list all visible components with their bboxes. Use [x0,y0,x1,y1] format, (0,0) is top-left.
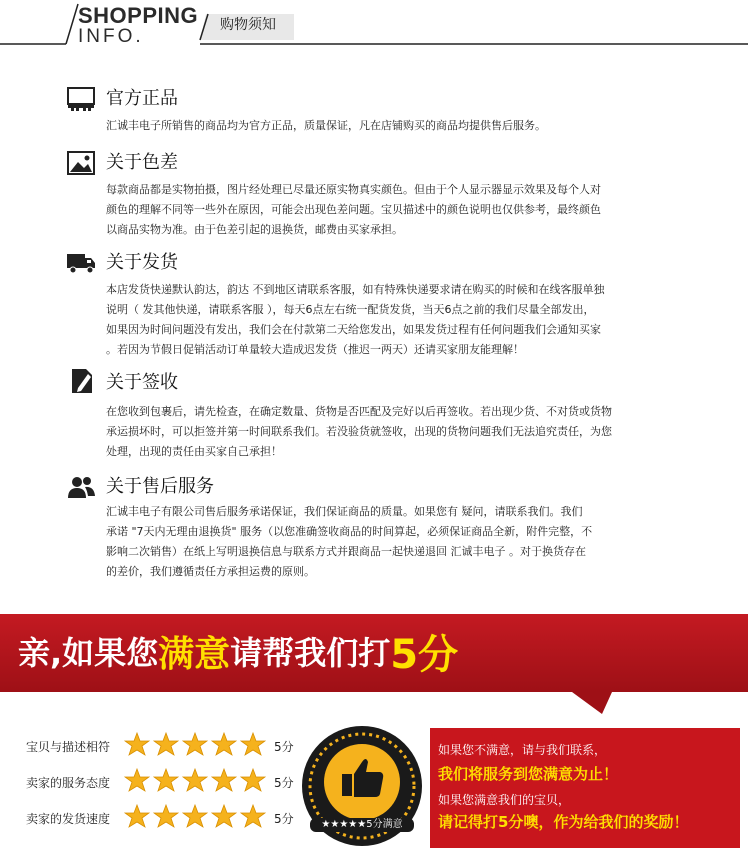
section-line: 颜色的理解不同等一些外在原因，可能会出现色差问题。宝贝描述中的颜色说明也仅供参考，最终颜色 [106,203,601,216]
section-title: 官方正品 [106,88,178,109]
section-line: 以商品实物为准。由于色差引起的退换货，邮费由买家承担。 [106,223,403,236]
header-title-cn: 购物须知 [220,17,276,33]
star-icon [153,804,179,828]
section-text [106,402,666,462]
section-line: 影响二次销售）在纸上写明退换信息与联系方式并跟商品一起快递退回 汇诚丰电子 。对于换货存在 [106,545,586,558]
image-icon [66,150,96,176]
section-text [106,116,666,136]
section-line: 的差价，我们遵循责任方承担运费的原则。 [106,565,315,578]
star-icon [182,732,208,756]
section-line: 在您收到包裹后，请先检查，在确定数量、货物是否匹配及完好以后再签收。若出现少货、不对货或货物 [106,405,612,418]
header-title-en-line2: INFO. [78,26,144,47]
section-title: 关于发货 [106,252,178,273]
rating-score: 5分 [274,740,294,754]
section-text [106,502,666,582]
rating-stars [124,768,266,792]
banner-part3: 请帮我们打 [230,634,391,672]
header-title-en-line1: SHOPPING [78,3,199,28]
star-icon [124,804,150,828]
banner-part2: 满意 [158,633,231,675]
section-line: 汇诚丰电子所销售的商品均为官方正品，质量保证，凡在店铺购买的商品均提供售后服务。 [106,119,546,132]
section-line: 承诺 "7天内无理由退换货" 服务（以您准确签收商品的时间算起，必须保证商品全新，附件完整，不 [106,525,593,538]
monitor-icon [66,86,96,112]
section-line: 如果因为时间问题没有发出，我们会在付款第二天给您发出，如果发货过程有任何问题我们会通知买家 [106,323,601,336]
section-text [106,180,666,240]
truck-icon [66,250,96,276]
section-line: 本店发货快递默认韵达，韵达 不到地区请联系客服，如有特殊快递要求请在购买的时候和在线客服单独 [106,283,605,296]
page-header [0,0,748,50]
section-line: 每款商品都是实物拍摄，图片经处理已尽量还原实物真实颜色。但由于个人显示器显示效果及每个人对 [106,183,601,196]
star-icon [240,732,266,756]
star-icon [240,768,266,792]
rating-stars [124,804,266,828]
users-icon [66,474,96,500]
star-icon [153,732,179,756]
section-title: 关于色差 [106,152,178,173]
star-icon [124,768,150,792]
note-line3: 如果您满意我们的宝贝， [438,793,571,807]
note-line1: 如果您不满意，请与我们联系， [438,743,607,757]
note-line4: 请记得打5分噢，作为给我们的奖励！ [438,813,689,831]
star-icon [182,768,208,792]
section-line: 汇诚丰电子有限公司售后服务承诺保证，我们保证商品的质量。如果您有 疑问，请联系我们。我们 [106,505,583,518]
sign-icon [66,368,96,394]
rating-stars [124,732,266,756]
banner-part1: 亲,如果您 [18,634,159,672]
section-text [106,280,666,360]
star-icon [211,804,237,828]
star-icon [240,804,266,828]
section-line: 。若因为节假日促销活动订单量较大造成迟发货（推迟一两天）还请买家朋友能理解！ [106,343,524,356]
rating-label: 卖家的服务态度 [26,776,111,790]
section-line: 说明（ 发其他快递，请联系客服 ），每天6点左右统一配货发货，当天6点之前的我们尽量全部发出， [106,303,595,316]
star-icon [211,732,237,756]
section-title: 关于售后服务 [106,476,214,497]
star-icon [182,804,208,828]
star-icon [153,768,179,792]
star-icon [211,768,237,792]
rating-label: 宝贝与描述相符 [26,740,111,754]
rating-label: 卖家的发货速度 [26,812,111,826]
section-line: 处理，出现的责任由买家自己承担！ [106,445,282,458]
star-icon [124,732,150,756]
badge-label: ★★★★★5分满意 [310,818,414,832]
note-line2: 我们将服务到您满意为止！ [438,765,619,783]
banner-part4: 5分 [390,631,459,678]
rating-score: 5分 [274,812,294,826]
section-line: 承运损坏时，可以拒签并第一时间联系我们。若没验货就签收，出现的货物问题我们无法追究责任，为您 [106,425,612,438]
section-title: 关于签收 [106,372,178,393]
banner-headline [18,618,458,684]
rating-score: 5分 [274,776,294,790]
